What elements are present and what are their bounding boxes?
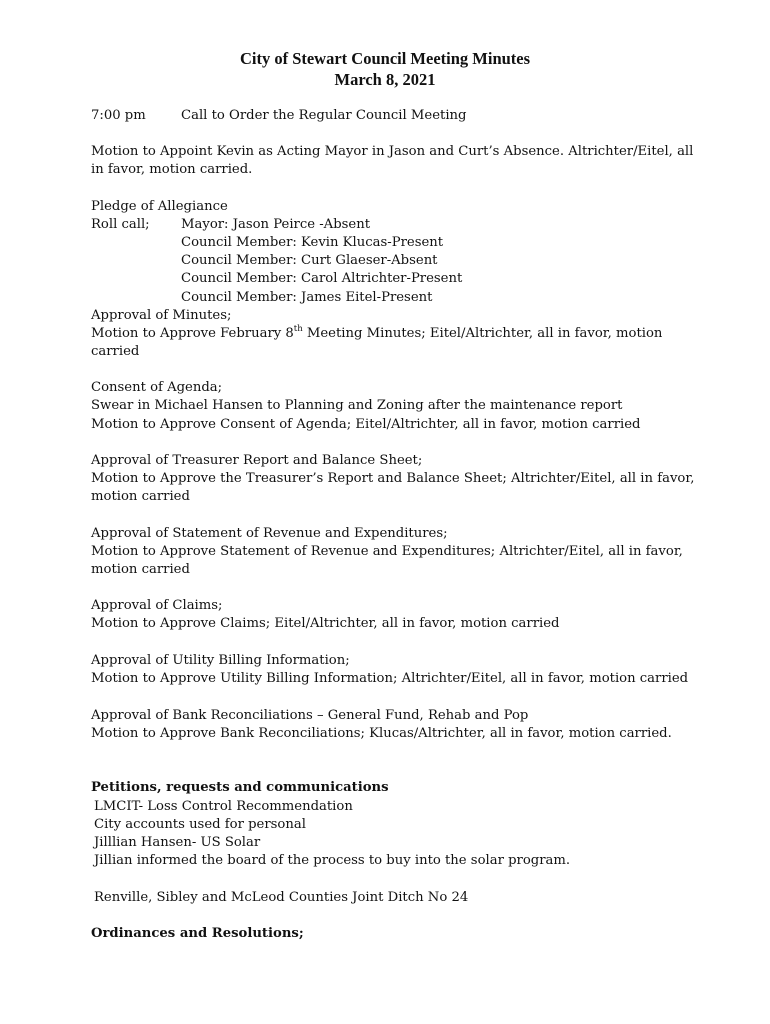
minutes-motion-line1 <box>91 325 662 343</box>
call-to-order-text: Call to Order the Regular Council Meeting <box>181 108 467 123</box>
roll-call-entry: Council Member: James Eitel-Present <box>181 290 433 305</box>
minutes-motion-sup: th <box>293 323 303 334</box>
minutes-motion-line2: carried <box>91 344 140 359</box>
petitions-heading: Petitions, requests and communications <box>91 780 389 795</box>
ordinances-heading: Ordinances and Resolutions; <box>91 926 304 941</box>
consent-heading: Consent of Agenda; <box>91 380 223 395</box>
revenue-line1: Motion to Approve Statement of Revenue and Expenditures; Altrichter/Eitel, all in favor, <box>91 544 683 559</box>
petition-item: Jillian informed the board of the process to buy into the solar program. <box>94 853 571 868</box>
title-text: City of Stewart Council Meeting Minutes <box>239 49 531 68</box>
pledge-of-allegiance: Pledge of Allegiance <box>91 199 228 214</box>
roll-call-entry: Council Member: Carol Altrichter-Present <box>181 271 463 286</box>
minutes-motion-pre: Motion to Approve February 8 <box>91 326 294 341</box>
claims-heading: Approval of Claims; <box>91 598 223 613</box>
bank-heading: Approval of Bank Reconciliations – General Fund, Rehab and Pop <box>91 708 529 723</box>
treasurer-line1: Motion to Approve the Treasurer’s Report and Balance Sheet; Altrichter/Eitel, all in favor, <box>91 471 695 486</box>
acting-mayor-motion-line2: in favor, motion carried. <box>91 162 253 177</box>
consent-line2: Motion to Approve Consent of Agenda; Eitel/Altrichter, all in favor, motion carried <box>91 417 641 432</box>
treasurer-heading: Approval of Treasurer Report and Balance Sheet; <box>91 453 423 468</box>
petition-item: City accounts used for personal <box>94 817 306 832</box>
revenue-line2: motion carried <box>91 562 190 577</box>
utility-heading: Approval of Utility Billing Information; <box>91 653 350 668</box>
document-title <box>0 48 770 90</box>
joint-ditch-item: Renville, Sibley and McLeod Counties Joint Ditch No 24 <box>94 890 469 905</box>
roll-call-entry: Mayor: Jason Peirce -Absent <box>181 217 371 232</box>
minutes-motion-post: Meeting Minutes; Eitel/Altrichter, all in favor, motion <box>302 326 663 341</box>
revenue-heading: Approval of Statement of Revenue and Expenditures; <box>91 526 448 541</box>
minutes-heading: Approval of Minutes; <box>91 308 232 323</box>
claims-line1: Motion to Approve Claims; Eitel/Altrichter, all in favor, motion carried <box>91 616 560 631</box>
acting-mayor-motion-line1: Motion to Appoint Kevin as Acting Mayor in Jason and Curt’s Absence. Altrichter/Eitel, all <box>91 144 694 159</box>
roll-call-entry: Council Member: Curt Glaeser-Absent <box>181 253 438 268</box>
bank-line1: Motion to Approve Bank Reconciliations; Klucas/Altrichter, all in favor, motion carried. <box>91 726 672 741</box>
treasurer-line2: motion carried <box>91 489 190 504</box>
meeting-date: March 8, 2021 <box>334 70 436 89</box>
petition-item: LMCIT- Loss Control Recommendation <box>94 799 353 814</box>
utility-line1: Motion to Approve Utility Billing Information; Altrichter/Eitel, all in favor, motion carried <box>91 671 689 686</box>
roll-call-entry: Council Member: Kevin Klucas-Present <box>181 235 444 250</box>
consent-line1: Swear in Michael Hansen to Planning and Zoning after the maintenance report <box>91 398 623 413</box>
roll-call-label: Roll call; <box>91 217 150 232</box>
call-to-order-time: 7:00 pm <box>91 108 146 123</box>
petition-item: Jilllian Hansen- US Solar <box>94 835 261 850</box>
